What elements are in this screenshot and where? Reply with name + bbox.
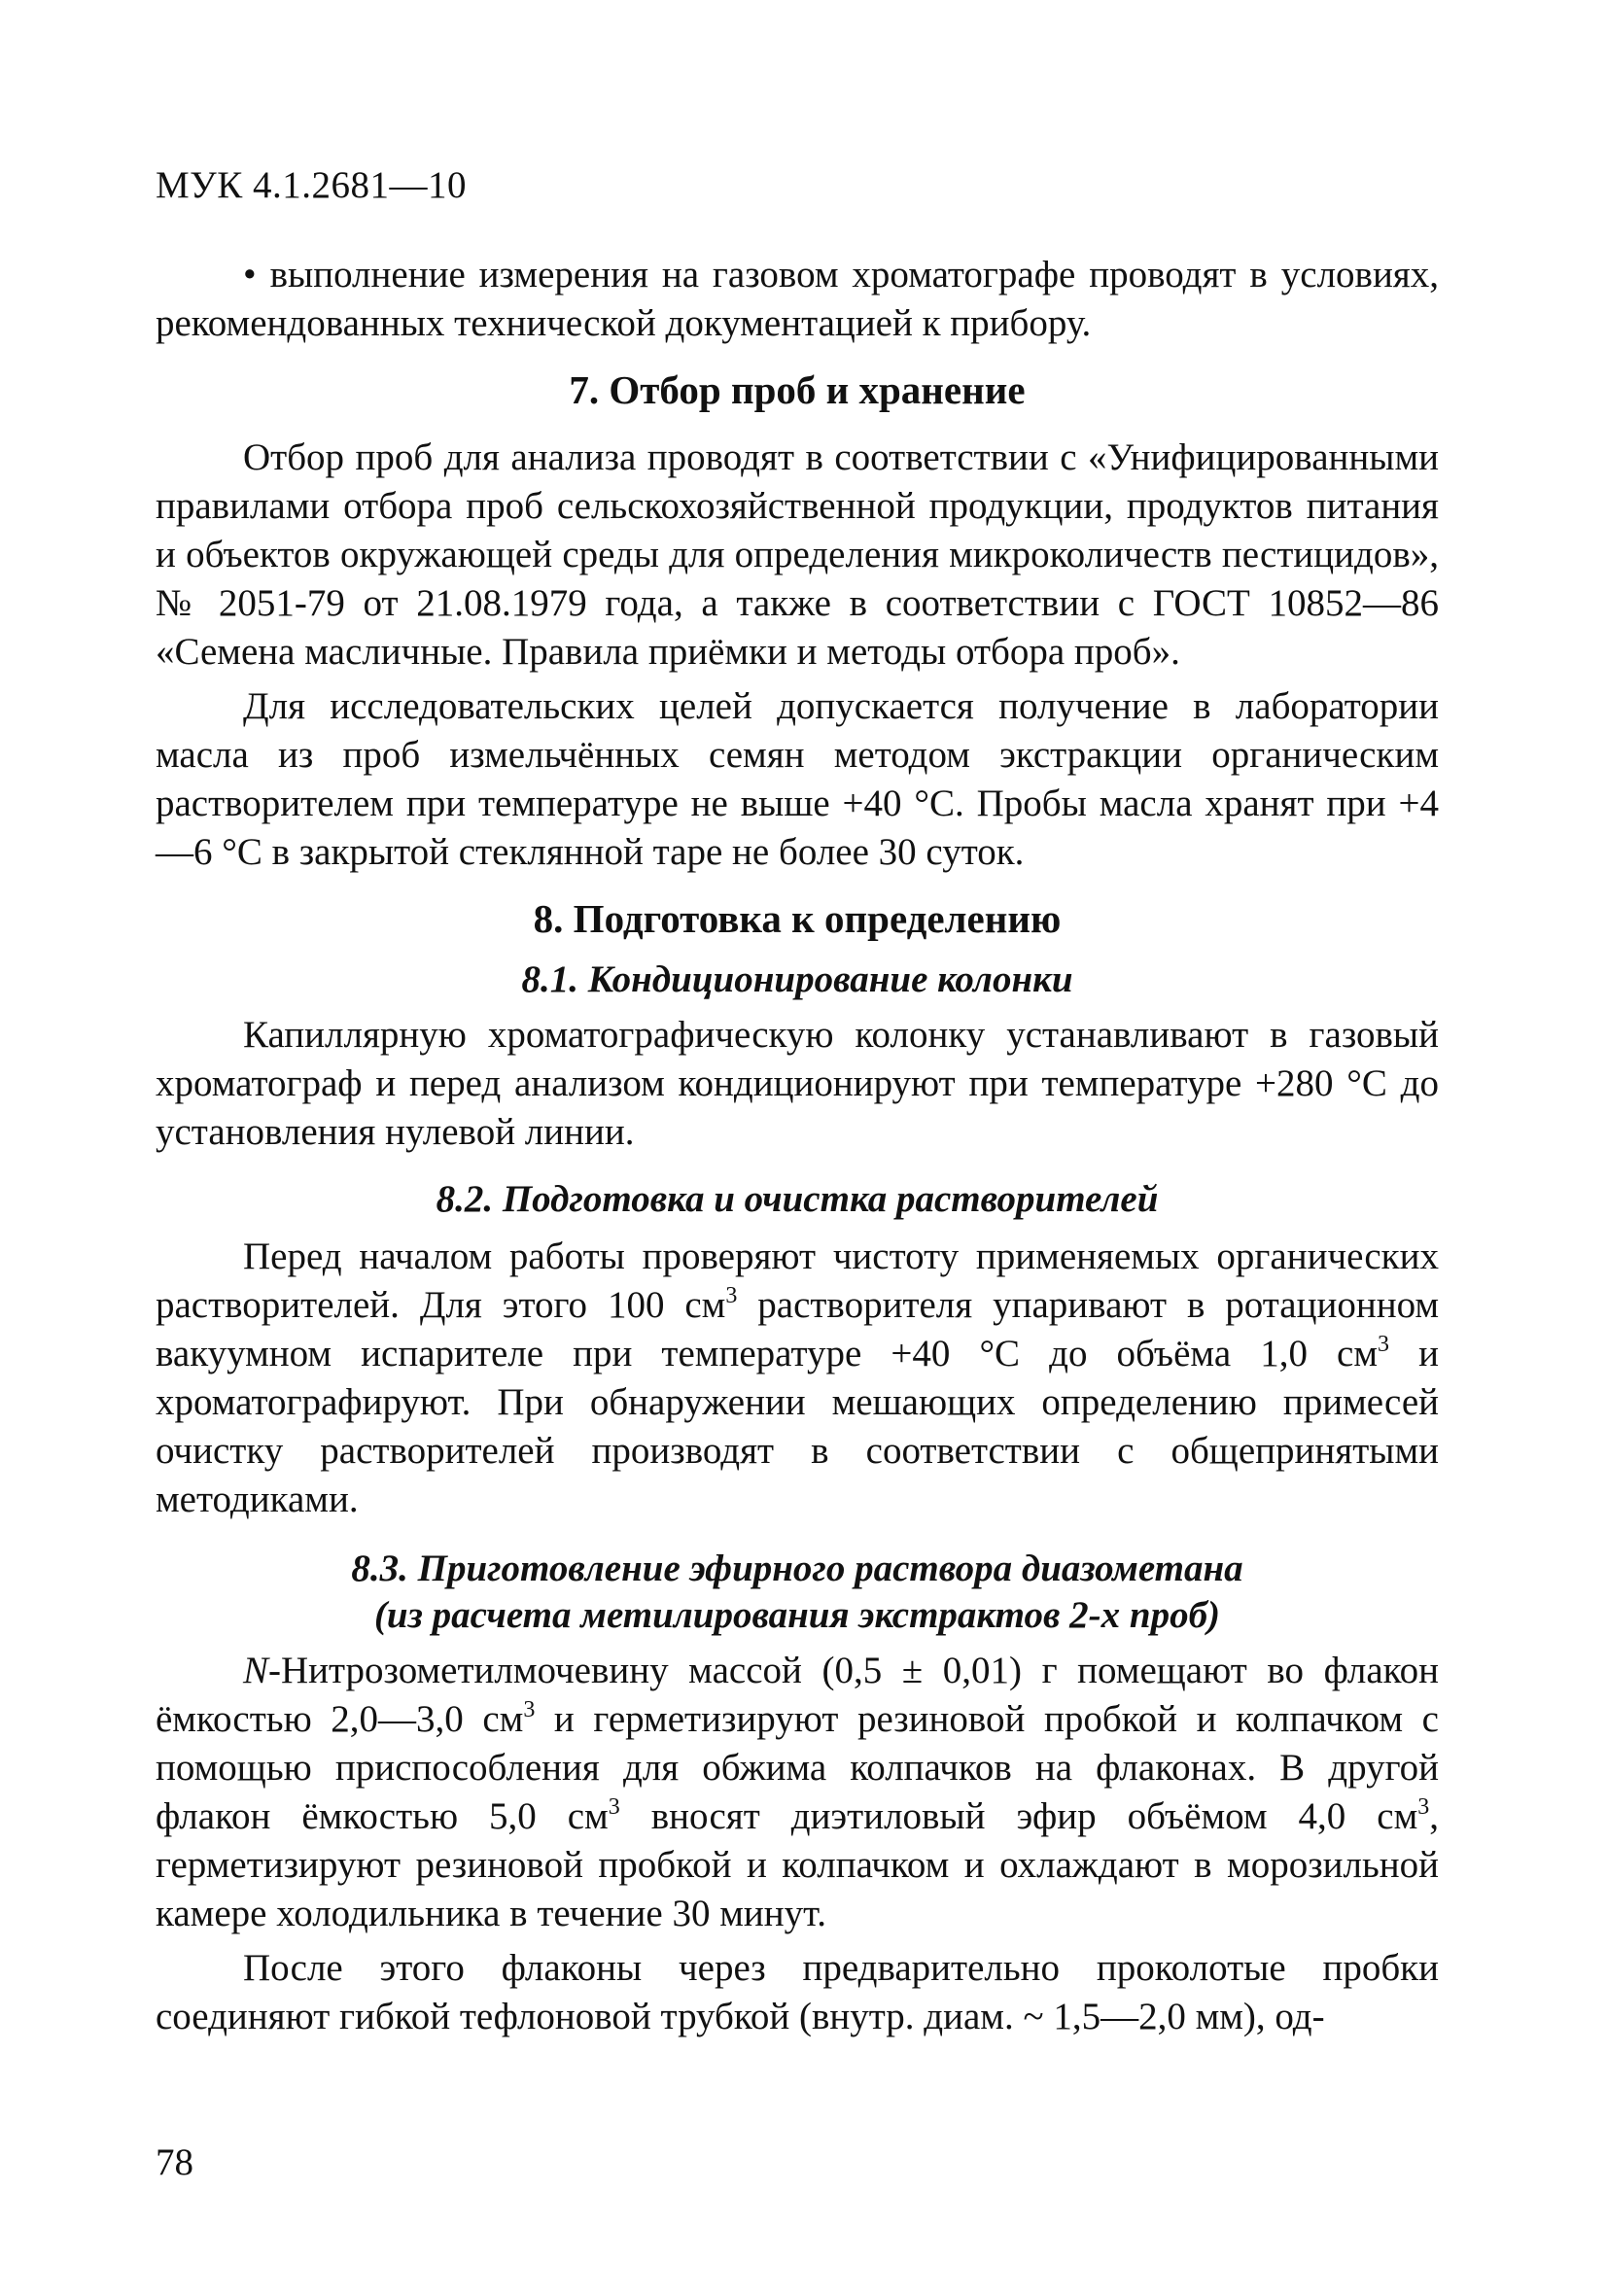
subsection-8-2-heading: 8.2. Подготовка и очистка растворителей: [436, 1178, 1159, 1220]
document-code: МУК 4.1.2681—10: [156, 164, 468, 206]
subsection-8-1-paragraph: Капиллярную хроматографическую колонку устанавливают в газовый хроматограф и перед анализом кондиционируют при температуре +280 °С до установления нулевой линии.: [156, 1014, 1439, 1153]
section-8-heading: 8. Подготовка к определению: [533, 896, 1062, 941]
subsection-8-1-heading: 8.1. Кондиционирование колонки: [521, 958, 1073, 1000]
subsection-8-3-heading-line-2: (из расчета метилирования экстрактов 2-х проб): [373, 1594, 1221, 1636]
superscript: 3: [725, 1283, 738, 1308]
subsection-8-3-paragraph-1: [156, 1647, 1439, 1938]
text-segment: , герметизируют резиновой пробкой и колпачком и охлаждают в морозильной камере холодильника в течение 30 минут.: [156, 1795, 1439, 1934]
subsection-8-3-heading: [156, 1546, 1439, 1639]
text-segment: Перед началом работы проверяют чистоту применяемых органических растворителей. Для этого 100 см: [156, 1235, 1439, 1326]
text-segment: -Нитрозометилмочевину массой (0,5 ± 0,01) г помещают во флакон ёмкостью 2,0—3,0 см: [156, 1650, 1439, 1740]
superscript: 3: [1378, 1332, 1390, 1357]
section-7-paragraph-1: Отбор проб для анализа проводят в соответствии с «Унифицированными правилами отбора проб сельскохозяйственной продукции, продуктов питания и объектов окружающей среды для определения микроколичеств пестицидов», № 2051-79 от 21.08.1979 года, а также в соответствии с ГОСТ 10852—86 «Семена масличные. Правила приёмки и методы отбора проб».: [156, 436, 1439, 673]
text-segment: растворителя упаривают в ротационном вакуумном испарителе при температуре +40 °С до объёма 1,0 см: [156, 1284, 1440, 1374]
text-segment: и герметизируют резиновой пробкой и колпачком с помощью приспособления для обжима колпачков на флаконах. В другой флакон ёмкостью 5,0 см: [156, 1698, 1439, 1837]
superscript: 3: [523, 1697, 536, 1722]
page-number: 78: [156, 2141, 193, 2183]
section-7-paragraph-2: Для исследовательских целей допускается получение в лаборатории масла из проб измельчённых семян методом экстракции органическим растворителем при температуре не выше +40 °С. Пробы масла хранят при +4—6 °С в закрытой стеклянной таре не более 30 суток.: [156, 685, 1439, 873]
subsection-8-2-paragraph: [156, 1233, 1439, 1524]
text-segment: вносят диэтиловый эфир объёмом 4,0 см: [619, 1795, 1418, 1837]
superscript: 3: [608, 1794, 620, 1820]
page-content: [156, 251, 1439, 2041]
text-segment: и хроматографируют. При обнаружении мешающих определению примесей очистку растворителей производят в соответствии с общепринятыми методиками.: [156, 1333, 1440, 1520]
subsection-8-3-heading-line-1: 8.3. Приготовление эфирного раствора диазометана: [351, 1548, 1243, 1589]
subsection-8-3-paragraph-2: После этого флаконы через предварительно проколотые пробки соединяют гибкой тефлоновой трубкой (внутр. диам. ~ 1,5—2,0 мм), од-: [156, 1947, 1439, 2037]
superscript: 3: [1417, 1794, 1430, 1820]
section-7-heading: 7. Отбор проб и хранение: [569, 367, 1026, 412]
bullet-paragraph: • выполнение измерения на газовом хроматографе проводят в условиях, рекомендованных технической документацией к прибору.: [156, 254, 1439, 344]
italic-n: N: [243, 1650, 269, 1691]
